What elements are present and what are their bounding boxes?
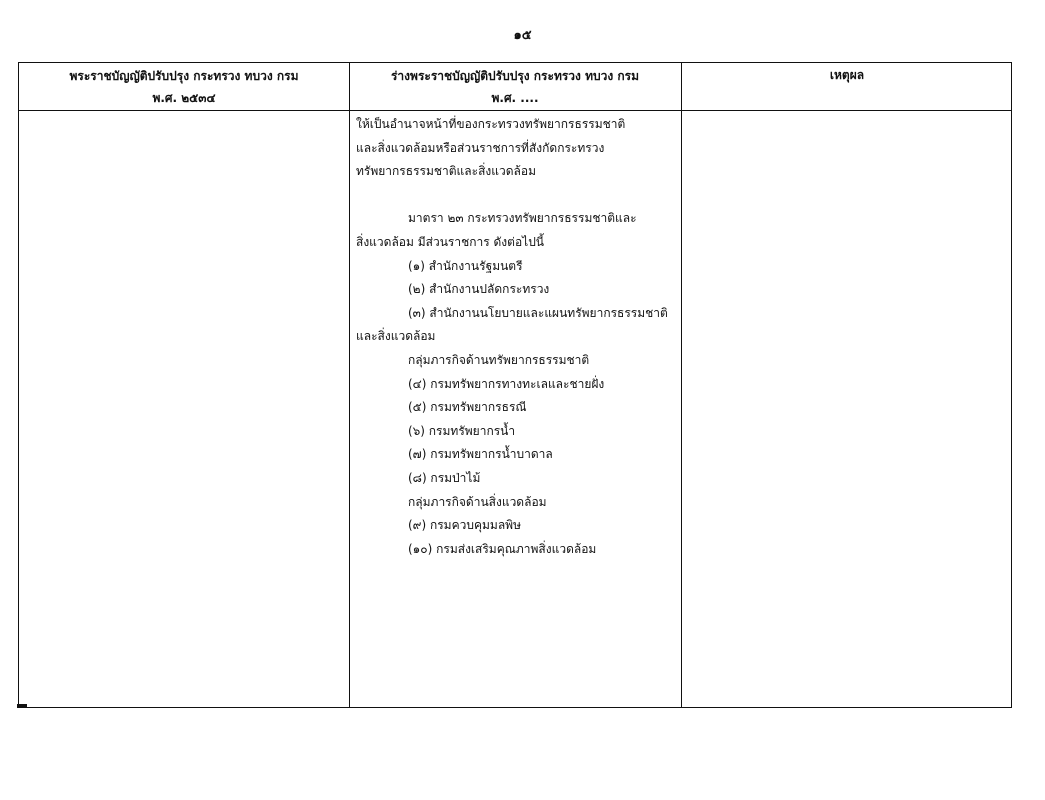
list-item: (๘) กรมป่าไม้ [408,470,481,485]
header-draft-act-year: พ.ศ. .... [491,91,539,105]
page-number: ๑๕ [513,28,532,43]
section-heading: มาตรา ๒๓ กระทรวงทรัพยากรธรรมชาติและ [408,211,637,226]
column-divider-2 [681,63,682,707]
header-draft-act [349,63,681,111]
body-line: สิ่งแวดล้อม มีส่วนราชการ ดังต่อไปนี้ [356,234,545,249]
scan-corner-mark [17,704,27,708]
draft-act-body [356,111,678,561]
header-reason-title: เหตุผล [829,68,865,82]
list-item: (๗) กรมทรัพยากรน้ำบาดาล [408,447,553,462]
list-item: (๙) กรมควบคุมมลพิษ [408,518,521,533]
header-reason [681,63,1013,111]
list-item: (๕) กรมทรัพยากรธรณี [408,400,527,415]
body-line: ทรัพยากรธรรมชาติและสิ่งแวดล้อม [356,164,536,179]
body-line: ให้เป็นอำนาจหน้าที่ของกระทรวงทรัพยากรธรรมชาติ [356,117,626,131]
group-heading: กลุ่มภารกิจด้านสิ่งแวดล้อม [408,494,547,509]
comparison-table [18,62,1012,708]
list-item: (๑) สำนักงานรัฐมนตรี [408,258,523,273]
body-line: และสิ่งแวดล้อมหรือส่วนราชการที่สังกัดกระทรวง [356,140,605,155]
list-item: (๓) สำนักงานนโยบายและแผนทรัพยากรธรรมชาติ [408,305,668,320]
header-current-act-year: พ.ศ. ๒๕๓๔ [152,91,216,105]
list-item: (๖) กรมทรัพยากรน้ำ [408,423,516,438]
header-current-act [19,63,349,111]
blank-line [356,184,678,208]
list-item: (๑๐) กรมส่งเสริมคุณภาพสิ่งแวดล้อม [408,541,597,556]
table-header-row [19,63,1011,111]
header-current-act-title: พระราชบัญญัติปรับปรุง กระทรวง ทบวง กรม [69,69,299,83]
header-draft-act-title: ร่างพระราชบัญญัติปรับปรุง กระทรวง ทบวง กรม [390,69,640,83]
body-line: และสิ่งแวดล้อม [356,329,436,344]
list-item: (๔) กรมทรัพยากรทางทะเลและชายฝั่ง [408,376,605,391]
list-item: (๒) สำนักงานปลัดกระทรวง [408,282,550,297]
group-heading: กลุ่มภารกิจด้านทรัพยากรธรรมชาติ [408,352,590,367]
column-divider-1 [349,63,350,707]
